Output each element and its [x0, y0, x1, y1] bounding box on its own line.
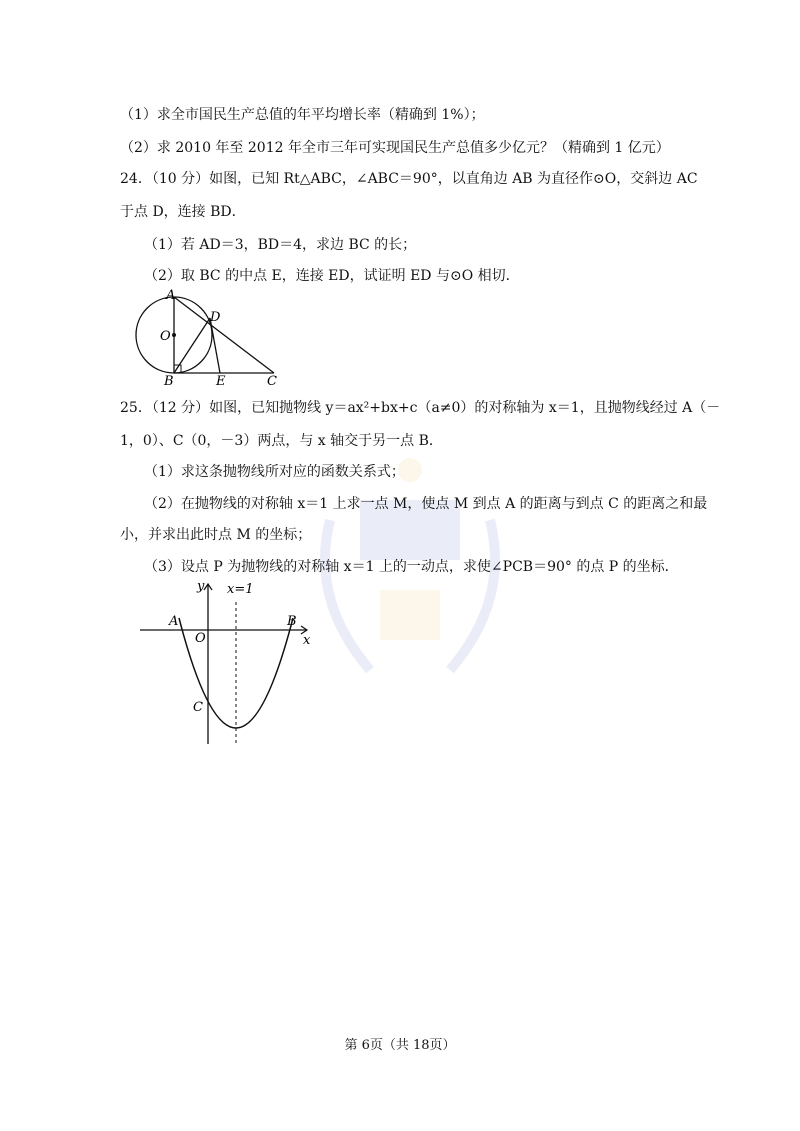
- label-d: D: [210, 310, 221, 325]
- center-point: [172, 333, 176, 337]
- segment-ac: [174, 297, 274, 373]
- label-x: x: [303, 633, 311, 648]
- q24-part2: （2）取 BC 的中点 E，连接 ED，试证明 ED 与⊙O 相切．: [144, 268, 520, 284]
- label-c: C: [267, 374, 277, 388]
- q23-part1: （1）求全市国民生产总值的年平均增长率（精确到 1%）；: [120, 107, 485, 123]
- label-b: B: [164, 374, 174, 388]
- segment-ed: [210, 318, 220, 373]
- label-b: B: [287, 614, 297, 629]
- q25-stem-line1: 25．（12 分）如图，已知抛物线 y＝ax²+bx+c（a≠0）的对称轴为 x＝1，且抛物线经过 A（－: [120, 400, 721, 416]
- q23-part2: （2）求 2010 年至 2012 年全市三年可实现国民生产总值多少亿元？（精确到 1 亿元）: [120, 140, 670, 156]
- label-a: A: [166, 288, 176, 303]
- q25-stem-line2: 1，0）、C（0，－3）两点，与 x 轴交于另一点 B．: [120, 433, 443, 449]
- q25-figure: [135, 578, 325, 748]
- label-y: y: [197, 579, 205, 594]
- q25-part2-line1: （2）在抛物线的对称轴 x＝1 上求一点 M，使点 M 到点 A 的距离与到点 C 的距离之和最: [144, 496, 708, 512]
- label-c: C: [193, 700, 203, 715]
- q24-stem-line1: 24．（10 分）如图，已知 Rt△ABC，∠ABC＝90°，以直角边 AB 为直径作⊙O，交斜边 AC: [120, 171, 698, 187]
- label-o: O: [195, 631, 206, 646]
- q24-part1: （1）若 AD＝3，BD＝4，求边 BC 的长；: [144, 237, 417, 253]
- q25-part2-line2: 小，并求出此时点 M 的坐标；: [120, 527, 312, 543]
- q24-figure: [130, 288, 290, 388]
- q24-stem-line2: 于点 D，连接 BD．: [120, 204, 246, 220]
- q25-part1: （1）求这条抛物线所对应的函数关系式；: [144, 464, 405, 480]
- label-o: O: [160, 329, 171, 344]
- page-footer: 第 6页（共 18页）: [344, 1038, 456, 1053]
- label-e: E: [216, 374, 226, 388]
- label-a: A: [169, 614, 179, 629]
- label-symmetry: x=1: [227, 582, 254, 597]
- q25-part3: （3）设点 P 为抛物线的对称轴 x＝1 上的一动点，求使∠PCB＝90° 的点 P 的坐标．: [144, 559, 679, 575]
